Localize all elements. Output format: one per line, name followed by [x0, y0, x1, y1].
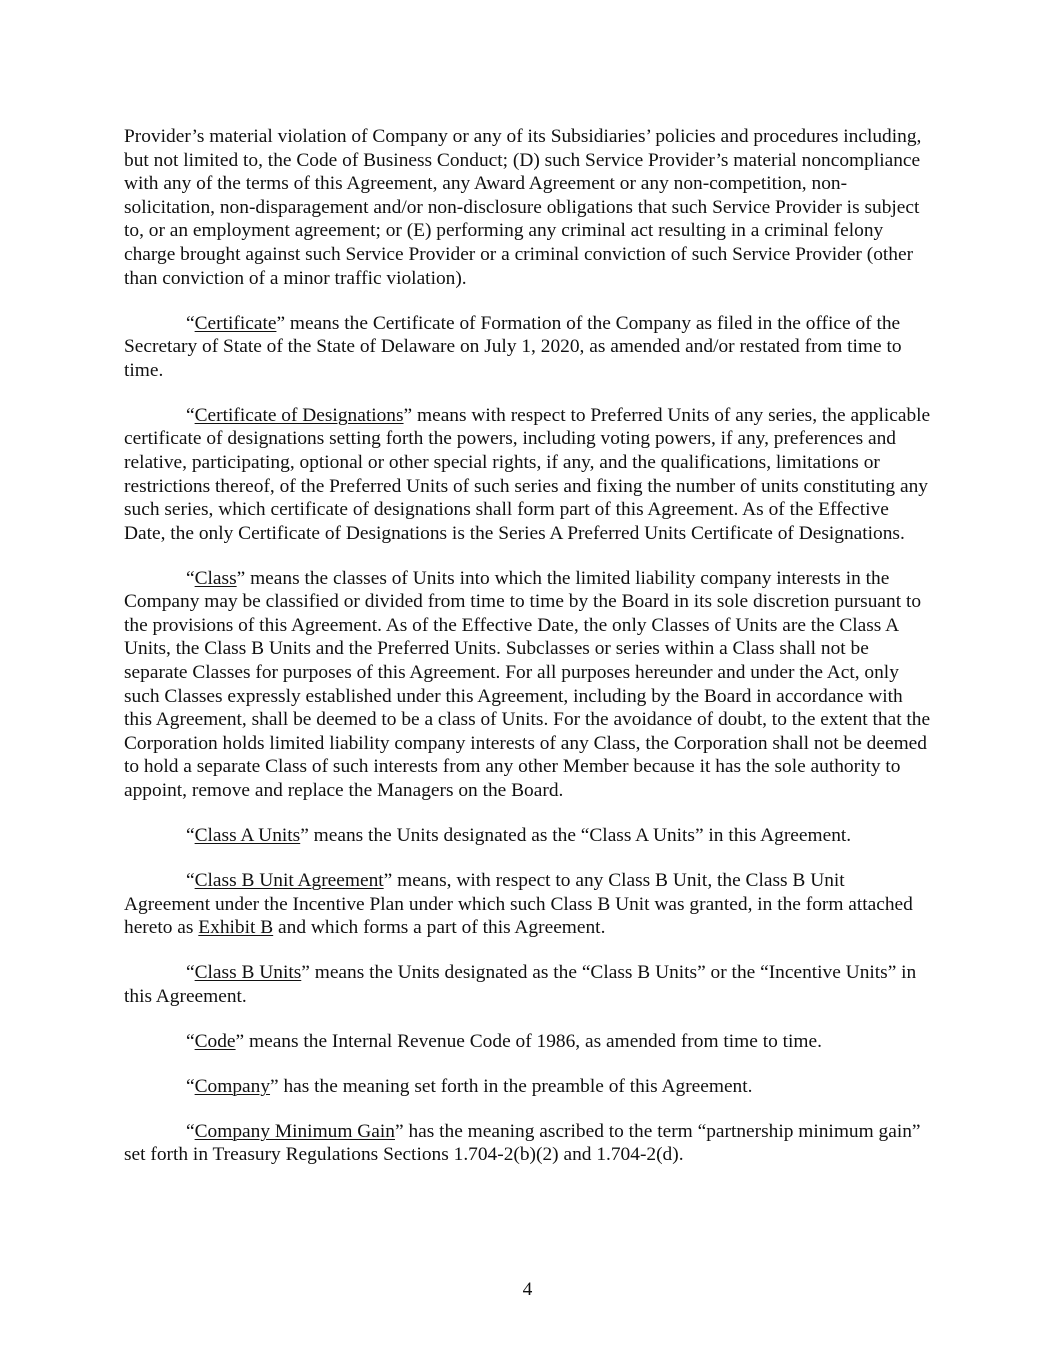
quote: “: [186, 1120, 195, 1142]
document-body: [124, 125, 934, 1188]
quote: “: [186, 404, 195, 426]
definition-class-b-unit-agreement: [124, 869, 934, 940]
definition-text: ” means, with respect to any Class B Unit, the Class B Unit Agreement under the Incentive Plan under which such Class B Unit was granted, in the form attached hereto as: [124, 869, 913, 939]
definition-text: ” means the Units designated as the “Class A Units” in this Agreement.: [300, 825, 852, 846]
definition-text: ” has the meaning set forth in the preamble of this Agreement.: [270, 1075, 753, 1097]
defined-term: Code: [194, 1030, 236, 1052]
defined-term: Class B Unit Agreement: [194, 869, 384, 891]
definition-class-a-units: [124, 824, 934, 848]
definition-certificate-of-designations: [124, 404, 934, 546]
quote: “: [186, 1075, 195, 1097]
definition-company-minimum-gain: [124, 1120, 934, 1167]
defined-term: Class A Units: [194, 825, 301, 846]
definition-text: ” means the classes of Units into which the limited liability company interests in the Company may be classified or divided from time to time by the Board in its sole discretion pursuant to the provisions of this Agreement. As of the Effective Date, the only Classes of Units are the Class A Units, the Class B Units and the Preferred Units. Subclasses or series within a Class shall not be separate Classes for purposes of this Agreement. For all purposes hereunder and under the Act, only such Classes expressly established under this Agreement, including by the Board in accordance with this Agreement, shall be deemed to be a class of Units. For the avoidance of doubt, to the extent that the Corporation holds limited liability company interests of any Class, the Corporation shall not be deemed to hold a separate Class of such interests from any other Member because it has the sole authority to appoint, remove and replace the Managers on the Board.: [124, 567, 931, 802]
defined-term: Class B Units: [194, 962, 302, 984]
quote: “: [186, 312, 195, 334]
definition-text: ” means the Certificate of Formation of the Company as filed in the office of the Secretary of State of the State of Delaware on July 1, 2020, as amended and/or restated from time to time.: [124, 312, 902, 381]
definition-company: [124, 1075, 934, 1099]
page-number: 4: [522, 1279, 533, 1300]
definition-certificate: [124, 312, 934, 383]
defined-term: Certificate of Designations: [194, 404, 404, 426]
defined-term: Class: [194, 567, 237, 589]
definition-code: [124, 1030, 934, 1054]
defined-term: Company Minimum Gain: [194, 1120, 395, 1142]
definition-text: ” has the meaning ascribed to the term “partnership minimum gain” set forth in Treasury Regulations Sections 1.704-2(b)(2) and 1.704-2(d).: [124, 1120, 921, 1166]
quote: “: [186, 567, 195, 589]
paragraph-cause-continued: Provider’s material violation of Company or any of its Subsidiaries’ policies and procedures including, but not limited to, the Code of Business Conduct; (D) such Service Provider’s material noncompliance with any of the terms of this Agreement, any Award Agreement or any non-competition, non-solicitation, non-disparagement and/or non-disclosure obligations that such Service Provider is subject to, or an employment agreement; or (E) performing any criminal act resulting in a criminal felony charge brought against such Service Provider or a criminal conviction of such Service Provider (other than conviction of a minor traffic violation).: [124, 126, 922, 289]
definition-text: and which forms a part of this Agreement.: [273, 917, 606, 939]
quote: “: [186, 825, 195, 846]
quote: “: [186, 1030, 195, 1052]
definition-text: ” means the Units designated as the “Class B Units” or the “Incentive Units” in this Agreement.: [124, 962, 917, 1007]
definition-text: ” means the Internal Revenue Code of 1986, as amended from time to time.: [235, 1030, 822, 1052]
definition-text: ” means with respect to Preferred Units of any series, the applicable certificate of designations setting forth the powers, including voting powers, if any, preferences and relative, participating, optional or other special rights, if any, and the qualifications, limitations or restrictions thereof, of the Preferred Units of such series and fixing the number of units constituting any such series, which certificate of designations shall form part of this Agreement. As of the Effective Date, the only Certificate of Designations is the Series A Preferred Units Certificate of Designations.: [124, 404, 931, 544]
quote: “: [186, 962, 195, 984]
definition-class-b-units: [124, 961, 934, 1008]
defined-term: Company: [194, 1075, 271, 1097]
defined-term: Certificate: [194, 312, 277, 334]
definition-class: [124, 567, 934, 803]
quote: “: [186, 869, 195, 891]
exhibit-b-reference: Exhibit B: [198, 917, 274, 939]
